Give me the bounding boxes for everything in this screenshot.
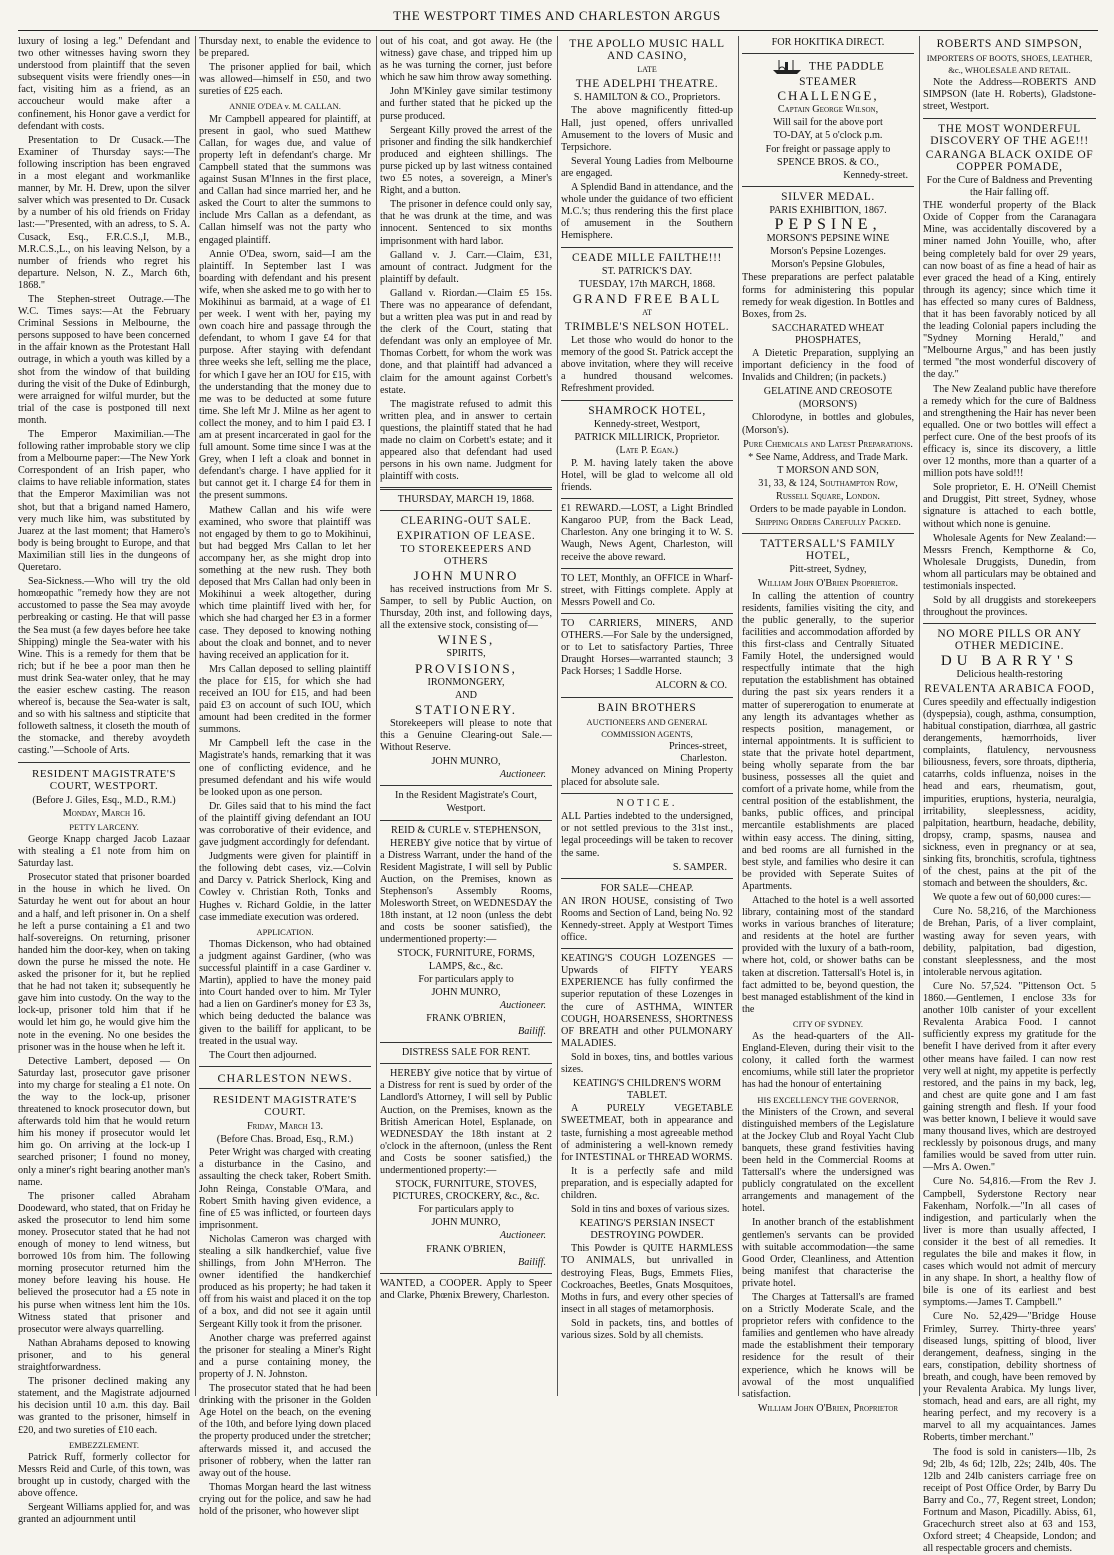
ad-text: Orders to be made payable in London. [742, 504, 914, 516]
article-paragraph: John M'Kinley gave similar testimony and further stated that he picked up the purse produced. [380, 86, 552, 122]
ad-title: TO STOREKEEPERS AND OTHERS [380, 544, 552, 568]
ad-subtitle: For the Cure of Baldness and Preventing the Hair falling off. [923, 175, 1096, 199]
article-paragraph: Patrick Ruff, formerly collector for Messrs Reid and Curle, of this town, was brought up in custody, charged with the above offence. [18, 1452, 190, 1500]
steamer-icon [772, 58, 802, 76]
court-note: In the Resident Magistrate's Court, [380, 790, 552, 802]
article-paragraph: Thursday next, to enable the evidence to be prepared. [199, 36, 371, 60]
divider [561, 247, 733, 248]
goods-line: AND [380, 690, 552, 702]
ad-title: TRIMBLE'S NELSON HOTEL. [561, 321, 733, 333]
column-4 [561, 36, 733, 1396]
court-before: (Before J. Giles, Esq., M.D., R.M.) [18, 795, 190, 807]
ad-text: We quote a few out of 60,000 cures:— [923, 892, 1096, 904]
ad-title: REVALENTA ARABICA FOOD, [923, 683, 1096, 695]
ad-text: Several Young Ladies from Melbourne are engaged. [561, 156, 733, 180]
ad-title: CEADE MILLE FAILTHE!!! [561, 252, 733, 264]
article-paragraph: Judgments were given for plaintiff in the following debt cases, viz.—Colvin and Darcy v. Patrick Sherlock, King and Cowley v. Christian Roth, Tonks and Hughes v. Richard Goldie, in the latter case immediate execution was ordered. [199, 851, 371, 924]
wanted-ad: WANTED, a COOPER. Apply to Speer and Clarke, Phœnix Brewery, Charleston. [380, 1278, 552, 1302]
masthead-rule [18, 30, 1098, 31]
ad-text: Attached to the hotel is a well assorted library, containing most of the standard works in various branches of literature; and residents at the hotel are further provided with the luxury of a bath-room, where hot, cold, or shower baths can be taken at discretion. Tattersall's Hotel is, in fact admitted to be, beyond question, the best managed establishment of the kind in the [742, 895, 914, 1016]
divider [380, 1273, 552, 1274]
ad-title: MORSON'S PEPSINE WINE [742, 233, 914, 245]
ad-title: NOTICE. [561, 798, 733, 810]
divider [18, 762, 190, 763]
signature: FRANK O'BRIEN, [380, 1013, 552, 1025]
notice-text: ALL Parties indebted to the undersigned, or not settled previous to the 31st inst., legal proceedings will be taken to recover the same. [561, 811, 733, 859]
ad-text: Note the Address—ROBERTS AND SIMPSON (late H. Roberts), Gladstone-street, Westport. [923, 77, 1096, 113]
signature-title: Auctioneer. [380, 1230, 546, 1242]
article-paragraph: Mr Campbell left the case in the Magistrate's hands, remarking that it was one of conflicting evidence, and he presumed defendant and his wife would be looked upon as one person. [199, 738, 371, 798]
signature-title: Bailiff. [380, 1026, 546, 1038]
divider [380, 487, 552, 490]
captain: Captain George Wilson, [742, 104, 914, 116]
shamrock-ad [561, 405, 733, 495]
article-paragraph: The prisoner declined making any statement, and the Magistrate adjourned his decision until 10 a.m. this day. Bail was granted to the prisoner, himself in £20, and two sureties of £10 each. [18, 1376, 190, 1436]
subheading: ANNIE O'DEA v. M. CALLAN. [199, 100, 371, 112]
article-paragraph: The prisoner applied for bail, which was allowed—himself in £50, and two sureties of £25 each. [199, 62, 371, 98]
ad-title: SHAMROCK HOTEL, [561, 405, 733, 417]
divider [561, 878, 733, 879]
ad-text: For particulars apply to [380, 1204, 552, 1216]
divider [923, 623, 1096, 624]
ad-address: Russell Square, London. [742, 491, 914, 503]
divider [561, 793, 733, 794]
ad-title: CLEARING-OUT SALE. [380, 515, 552, 527]
ad-text: As the head-quarters of the All-England-Eleven, during their visit to the colony, it called forth the warmest encomiums, while still later the proprietor has had the honour of entertaining [742, 1031, 914, 1091]
section-heading: RESIDENT MAGISTRATE'S COURT, WESTPORT. [18, 768, 190, 792]
article-paragraph: The Court then adjourned. [199, 1050, 371, 1062]
column-divider [376, 36, 377, 1396]
ad-text: For freight or passage apply to [742, 144, 914, 156]
ad-text: Sole proprietor, E. H. O'Neill Chemist and Druggist, Pitt street, Sydney, whose signature is attached to each bottle, without which none is genuine. [923, 482, 1096, 530]
divider [561, 948, 733, 949]
signature: ALCORN & CO. [561, 680, 727, 692]
signature: JOHN MUNRO, [380, 1217, 552, 1229]
goods-line: WINES, [380, 634, 552, 646]
divider [380, 820, 552, 821]
ad-title: KEATING'S CHILDREN'S WORM TABLET. [561, 1078, 733, 1102]
signature: T MORSON AND SON, [742, 465, 914, 477]
article-paragraph: Prosecutor stated that prisoner boarded in the house in which he lived. On Saturday he went out for about an hour and a half, and left prisoner in. On a shelf he left a purse containing a £1 and two half-sovereigns. On returning, prisoner handed him the door-key, when on taking down the purse he missed the note. He asked the prisoner for it, but he replied that he had not taken it; subsequently he gave him into custody. On the way to the lock-up, prisoner told him that if he would let him go, he would give him the note in the evening. No one besides the prisoner was in the house when he left it. [18, 872, 190, 1053]
keating-ad: Sold in tins and boxes of various sizes. [561, 1204, 733, 1216]
article-paragraph: The magistrate refused to admit this written plea, and in answer to certain questions, the plaintiff stated that he had made no claim on Corbett's estate; and it appeared also that defendant had used persons in his own name. Judgment for plaintiff with costs. [380, 399, 552, 484]
article-paragraph: The prisoner in defence could only say, that he was drunk at the time, and was innocent. Sentenced to six months imprisonment with hard labor. [380, 199, 552, 247]
keating-ad: It is a perfectly safe and mild preparation, and is especially adapted for children. [561, 1166, 733, 1202]
pepsine-ad [742, 191, 914, 529]
divider [561, 568, 733, 569]
divider [742, 186, 914, 187]
article-paragraph: The Stephen-street Outrage.—The W.C. Times says:—At the February Criminal Sessions in Melbourne, the persons supposed to have been concerned in the affair known as the Protestant Hall outrage, in which a youth was killed by a shot from the window of that building during the visit of the Duke of Edinburgh, were arraigned for wilful murder, but the trial of the case is postponed till next month. [18, 294, 190, 427]
article-paragraph: The prisoner called Abraham Doodeward, who stated, that on Friday he asked the prosecutor to lend him some money. Prosecutor stated that he had not enough of money to lend witness, but borrowed 10s from him. The following morning prosecutor returned him the money before leaving his house. He believed the prosecutor had a £5 note in his purse when witness lent him the 10s. Witness stated that prisoner and prosecutor were always quarrelling. [18, 1191, 190, 1336]
article-paragraph: Galland v. Riordan.—Claim £5 15s. There was no appearance of defendant, but a written plea was put in and read by the clerk of the Court, stating that defendant was only an employee of Mr. Thomas Corbett, for whom the work was done, and that plaintiff had advanced a claim for the amount against Corbett's estate. [380, 288, 552, 397]
ad-title: THE MOST WONDERFUL DISCOVERY OF THE AGE!!! [923, 123, 1096, 147]
ad-title: THE ADELPHI THEATRE. [561, 78, 733, 90]
signature: JOHN MUNRO, [380, 987, 552, 999]
article-paragraph: The prosecutor stated that he had been drinking with the prisoner in the Golden Age Hotel on the beach, on the evening of the 10th, and before lying down placed the property produced under the stretcher; afterwards missed it, and accused the prisoner of robbery, when the latter ran away out of the house. [199, 1383, 371, 1480]
article-paragraph: Mr Campbell appeared for plaintiff, at present in gaol, who sued Matthew Callan, for wages due, and value of property left in defendant's charge. Mr Campbell stated that the summons was against Susan M'Innes in the first place, and Callan had since married her, and he asked the Court to alter the summons to include Mrs Callan as a defendant, as Callan himself was not the party who engaged plaintiff. [199, 114, 371, 247]
article-paragraph: George Knapp charged Jacob Lazaar with stealing a £1 note from him on Saturday last. [18, 834, 190, 870]
st-patricks-ad [561, 252, 733, 396]
ad-title: THE APOLLO MUSIC HALL AND CASINO, [561, 38, 733, 62]
ad-text: For particulars apply to [380, 974, 552, 986]
ad-text: Cure No. 57,524. "Pittenson Oct. 5 1860.—Gentlemen, I enclose 33s for another 10lb canister of your excellent Revalenta Arabica Food. I cannot sufficiently express my gratitude for the benefit I have derived from it after every other means have failed. I can now rest very well at night, my appetite is perfectly restored, and the pains in my back, leg, and chest are quite gone and I am fast gaining strength and flesh. If your food was better known, I believe it would save many thousand lives, which are destroyed recklessly by poisonous drugs, and many families would be saved from utter ruin.—Mrs A. Owen." [923, 981, 1096, 1175]
ad-subtitle: ST. PATRICK'S DAY. [561, 266, 733, 278]
ad-title: GELATINE AND CREOSOTE [742, 386, 914, 398]
ad-text: Pure Chemicals and Latest Preparations. [742, 439, 914, 451]
column-6 [923, 36, 1096, 1396]
subheading: PETTY LARCENY. [18, 821, 190, 833]
ad-text: * See Name, Address, and Trade Mark. [742, 452, 914, 464]
subheading: EMBEZZLEMENT. [18, 1439, 190, 1451]
ad-title: DISTRESS SALE FOR RENT. [380, 1047, 552, 1059]
article-paragraph: Dr. Giles said that to his mind the fact of the plaintiff giving defendant an IOU was corroborative of their evidence, and gave judgment accordingly for defendant. [199, 801, 371, 849]
ad-text: The food is sold in canisters—1lb, 2s 9d; 2lb, 4s 6d; 12lb, 22s; 24lb, 40s. The 12lb and 24lb canisters carriage free on receipt of Post Office Order, by Barry Du Barry and Co., 77, Regent street, London; Fortnum and Mason, Picadilly. Abiss, 61, Gracechurch street also at 63 and 153, Oxford street; 4 Cheapside, London; and all respectable grocers and chemists. [923, 1447, 1096, 1555]
ad-text: TO-DAY, at 5 o'clock p.m. [742, 130, 914, 142]
ad-subtitle: CITY OF SYDNEY. [742, 1018, 914, 1030]
sale-items: STOCK, FURNITURE, FORMS, LAMPS, &c., &c. [380, 948, 552, 972]
keating-ad: This Powder is QUITE HARMLESS TO ANIMALS, but unrivalled in destroying Fleas, Bugs, Emmets Flies, Cockroaches, Beetles, Gnats Mosquitoes, Moths in furs, and every other species of insect in all stages of metamorphosis. [561, 1243, 733, 1316]
ad-title: GRAND FREE BALL [561, 293, 733, 305]
ad-title: FOR SALE—CHEAP. [561, 883, 733, 895]
signature: FRANK O'BRIEN, [380, 1244, 552, 1256]
signature-title: Auctioneer. [380, 1000, 546, 1012]
proprietor: PATRICK MILLIRICK, Proprietor. [561, 432, 733, 444]
proprietor: S. HAMILTON & CO., Proprietors. [561, 92, 733, 104]
masthead: THE WESTPORT TIMES AND CHARLESTON ARGUS [0, 8, 1114, 24]
ad-title: EXPIRATION OF LEASE. [380, 530, 552, 542]
signature: SPENCE BROS. & CO., [742, 157, 914, 169]
ad-text: In another branch of the establishment gentlemen's servants can be provided with suitable accommodation—the same Good Order, Cleanliness, and Attention being manifest that characterise the private hotel. [742, 1217, 914, 1290]
column-3 [380, 36, 552, 1396]
carriers-ad: TO CARRIERS, MINERS, AND OTHERS.—For Sale by the undersigned, or to Let to satisfactory Parties, Three Draught Horses—warranted staunch; 3 Pack Horses; 1 Saddle Horse. [561, 618, 733, 678]
divider [561, 498, 733, 499]
ad-subtitle: AT [561, 307, 733, 319]
ad-subtitle: HIS EXCELLENCY THE GOVERNOR, [742, 1094, 914, 1106]
ad-subtitle: LATE [561, 64, 733, 76]
ad-subtitle: (Late P. Egan.) [561, 445, 733, 457]
ad-text: A Dietetic Preparation, supplying an important deficiency in the food of Invalids and Children; (in packets.) [742, 348, 914, 384]
ad-text: Chlorodyne, in bottles and globules, (Morson's). [742, 412, 914, 436]
signature-title: Bailiff. [380, 1257, 546, 1269]
ad-text: A Splendid Band in attendance, and the whole under the guidance of two efficient M.C.'s; thus rendering this the first place of amusement in the Southern Hemisphere. [561, 182, 733, 242]
keating-ad: Sold in packets, tins, and bottles of various sizes. Sold by all chemists. [561, 1318, 733, 1342]
column-1 [18, 36, 190, 1396]
ad-date: TUESDAY, 17th MARCH, 1868. [561, 279, 733, 291]
signature: S. SAMPER. [561, 862, 727, 874]
article-paragraph: Sergeant Williams applied for, and was granted an adjournment until [18, 1502, 190, 1526]
court-before: (Before Chas. Broad, Esq., R.M.) [199, 1134, 371, 1146]
clearing-sale-ad [380, 515, 552, 781]
proprietor: William John O'Brien Proprietor. [742, 578, 914, 590]
column-2 [199, 36, 371, 1396]
ad-title: KEATING'S PERSIAN INSECT DESTROYING POWDER. [561, 1218, 733, 1242]
ad-text: In calling the attention of country residents, families visiting the city, and the public generally, to the superior facilities and accommodation afforded by this first-class and Centrally Situated Family Hotel, the undersigned would respectfully intimate that the high reputation the establishment has obtained during the past six years renders it a matter of supererogation to enumerate at any length its advantages whether as respects position, management, or internal appointments. It is sufficient to state that the private hotel department, being wholly separate from the bar business, possesses all the quiet and comfort of a private home, while from the central position of the establishment, the banks, public offices, and principal mercantile establishments are placed within easy access. The dining, sitting, and bed rooms are all furnished in the best style, and families who desire it can be provided with Seperate Suites of Apartments. [742, 591, 914, 893]
ad-text: Morson's Pepsine Lozenges. [742, 246, 914, 258]
ad-title: ROBERTS AND SIMPSON, [923, 38, 1096, 50]
article-paragraph: luxury of losing a leg." Defendant and two other witnesses having sworn they understood from plaintiff that the seven subsequent visits were friendly ones—in fact, visiting him as a friend, as an accoucheur would make after a confinement, his Honor gave a verdict for defendant with costs. [18, 36, 190, 133]
keating-ad: Sold in boxes, tins, and bottles various sizes. [561, 1052, 733, 1076]
reward-ad: £1 REWARD.—LOST, a Light Brindled Kangaroo PUP, from the Back Lead, Charleston. Any one bringing it to W. S. Waugh, News Agent, Charleston, will receive the above reward. [561, 503, 733, 563]
article-paragraph: Sea-Sickness.—Who will try the old homœopathic "remedy how they are not accustomed to passe the Sea may avoyde perbreaking or casting. He that will passe the Sea must (a few dayes before hee take Shipping) mingle the Sea-water with his Wine. This is a remedy for them that be rich; but if he bee a poor man then he must drink Sea-water onley, that he may the easier eschew casting. The reason whereof is, because the Sea-water is salt, and so with his saltness and stipticite that followeth saltness, it closeth the mouth of the stomacke, and thereby avoydeth casting."—Schoole of Arts. [18, 576, 190, 757]
keating-ad: KEATING'S COUGH LOZENGES —Upwards of FIFTY YEARS EXPERIENCE has fully confirmed the superior reputation of these Lozenges in the cure of ASTHMA, WINTER COUGH, HOARSENESS, SHORTNESS OF BREATH and other PULMONARY MALADIES. [561, 953, 733, 1050]
ad-title: BAIN BROTHERS [561, 702, 733, 714]
article-paragraph: Mrs Callan deposed to selling plaintiff the place for £15, for which she had received an IOU for £15, and had been paid £3 on account of such IOU, which amount had been credited in the former summons. [199, 664, 371, 737]
ad-title: SILVER MEDAL. [742, 191, 914, 203]
article-paragraph: Another charge was preferred against the prisoner for stealing a Miner's Right and a purse containing money, the property of J. N. Johnston. [199, 1333, 371, 1381]
article-paragraph: Galland v. J. Carr.—Claim, £31, amount of contract. Judgment for the plaintiff by default. [380, 250, 552, 286]
ad-text: Cure No. 58,216, of the Marchioness de Brehan, Paris, of a liver complaint, wasting away for seven years, with debility, palpitation, bad digestion, constant sleeplessness, and the most intolerable nervous agitation. [923, 906, 1096, 979]
ad-text: Morson's Pepsine Globules, [742, 259, 914, 271]
ad-text: The Charges at Tattersall's are framed on a Strictly Moderate Scale, and the proprietor refers with confidence to the families and gentlemen who have already made the establishment their temporary residence for the result of their experience, which he knows will be avowal of the most unqualified satisfaction. [742, 1292, 914, 1401]
notice-text: HEREBY give notice that by virtue of a Distress Warrant, under the hand of the Resident Magistrate, I will sell by Public Auction, on the Premises, known as Stephenson's Assembly Rooms, Molesworth Street, on WEDNESDAY the 18th instant, at 12 noon (unless the debt and costs be sooner satisfied), the undermentioned property:— [380, 838, 552, 947]
ad-subtitle: IMPORTERS OF BOOTS, SHOES, LEATHER, &c., WHOLESALE AND RETAIL. [923, 52, 1096, 76]
court-date: Friday, March 13. [199, 1121, 371, 1133]
article-paragraph: The Emperor Maximilian.—The following rather improbable story we clip from a Melbourne paper:—The New York Correspondent of an Irish paper, who claims to have reliable information, states that the Emperor Maximilian was not shot, but that a brigand named Hamero, very much like him, was substituted by Juarez at the last moment; that Hamero's body is being brought to Europe, and that Maximilian still lies in the dungeons of Queretaro. [18, 429, 190, 574]
goods-line: SPIRITS, [380, 648, 552, 660]
ad-text: has received instructions from Mr S. Samper, to sell by Public Auction, on Thursday, 20th inst, and following days, all the extensive stock, consisting of— [380, 584, 552, 632]
ad-subtitle: AUCTIONEERS AND GENERAL COMMISSION AGENTS, [561, 716, 733, 740]
ad-address: Kennedy-street, Westport, [561, 419, 733, 431]
column-divider [738, 36, 739, 1396]
signature: William John O'Brien, Proprietor [742, 1403, 914, 1415]
dateline: THURSDAY, MARCH 19, 1868. [380, 494, 552, 506]
article-paragraph: Annie O'Dea, sworn, said—I am the plaintiff. In September last I was boarding with defendant and his present wife, when she asked me to go with her to Mokihinui as barmaid, at a wage of £1 per week. I went with her, paying my own coach hire and passage through the defendant, to whom I gave £4 for that purpose. After staying with defendant three weeks she left, selling me the place, for which I gave her an IOU for £15, with the understanding that the money due to me was to be deducted at some future time. She left Mr J. Milne as her agent to collect the money, and to him I paid £3. I am at present incarcerated in gaol for the full amount. Some time since I was at the Grey, when I left a cloak and bonnet in defendant's charge. I have applied for it but cannot get it. I charge £4 for them in the present summons. [199, 249, 371, 503]
court-place: Westport. [380, 803, 552, 815]
tattersall-ad [742, 538, 914, 1415]
subheading: APPLICATION. [199, 926, 371, 938]
article-paragraph: Mathew Callan and his wife were examined, who swore that plaintiff was not engaged by them to go to Mokihinui, but had begged Mrs Callan to let her accompany her, as she might drop into something at the new rush. They both deposed that Mrs Callan had only been in Mokihinui a week altogether, during which time plaintiff lived with her, for which she had charged her £3 in a former case. They deposed to knowing nothing about the cloak and bonnet, and to never having received an application for it. [199, 505, 371, 662]
divider [561, 697, 733, 698]
ad-text: Storekeepers will please to note that this a Genuine Clearing-out Sale.—Without Reserve. [380, 718, 552, 754]
divider [199, 1066, 371, 1067]
ad-title: SACCHARATED WHEAT PHOSPHATES, [742, 323, 914, 347]
ad-title: THE PADDLE STEAMER [799, 61, 884, 88]
ad-text: Cures speedily and effectually indigestion (dyspepsia), cough, asthma, consumption, habitual constipation, diarrhœa, all gastric derangements, hæmorrhoids, liver complaints, flatulency, nervousness biliousness, fevers, sore throats, diptheria, catarrhs, colds influenza, noises in the head and ears, rheumatism, gout, impurities, eruptions, hysteria, neuralgia, irritability, sleeplessness, acidity, palpitation, heartburn, headache, debility, dropsy, cramp, spasms, nausea and sickness, even in pregnancy or at sea, sinking fits, bronchitis, scrofula, tightness of the chest, pains at the pit of the stomach and between the shoulders, &c. [923, 697, 1096, 891]
notice-text: HEREBY give notice that by virtue of a Distress for rent is sued by order of the Landlord's Attorney, I will sell by Public Auction, on the Premises, known as the British American Hotel, Esplanade, on WEDNESDAY the 18th instant at 2 o'clock in the afternoon, (unless the Rent and Costs be sooner satisfied,) the undermentioned property:— [380, 1068, 552, 1177]
article-paragraph: Peter Wright was charged with creating a disturbance in the Casino, and assaulting the check taker, Robert Smith. John Reinga, Constable O'Mara, and Robert Smith having given evidence, a fine of £5 was inflicted, or fourteen days imprisonment. [199, 1147, 371, 1232]
court-date: Monday, March 16. [18, 808, 190, 820]
ad-text: Shipping Orders Carefully Packed. [742, 517, 914, 529]
ad-text: These preparations are perfect palatable forms for administering this popular remedy for weak digestion. In Bottles and Boxes, from 2s. [742, 272, 914, 320]
column-divider [557, 36, 558, 1396]
ad-text: Wholesale Agents for New Zealand:—Messrs French, Kempthorne & Co, Wholesale Druggists, Dunedin, from whom all particulars may be obtained and testimonials inspected. [923, 533, 1096, 593]
ad-text: Will sail for the above port [742, 117, 914, 129]
article-paragraph: Thomas Morgan heard the last witness crying out for the police, and saw he had hold of the prisoner, who however slipt [199, 1482, 371, 1518]
signature-title: Auctioneer. [380, 769, 546, 781]
divider [561, 400, 733, 401]
article-paragraph: Nicholas Cameron was charged with stealing a silk handkerchief, value five shillings, from John M'Herron. The owner identified the handkerchief produced as his property; he had taken it off from his waist and placed it on the top of a box, and did not see it again until Sergeant Killy took it from the prisoner. [199, 1234, 371, 1331]
divider [742, 53, 914, 54]
divider [380, 1042, 552, 1043]
ad-text: P. M. having lately taken the above Hotel, will be glad to welcome all old friends. [561, 458, 733, 494]
article-paragraph: Nathan Abrahams deposed to knowing prisoner, and to his general straightforwardness. [18, 1338, 190, 1374]
ad-subtitle: Delicious health-restoring [923, 669, 1096, 681]
column-divider [919, 36, 920, 1396]
sale-items: STOCK, FURNITURE, STOVES, PICTURES, CROCKERY, &c., &c. [380, 1179, 552, 1203]
auctioneer-name: JOHN MUNRO [380, 570, 552, 582]
ship-name: CHALLENGE, [742, 90, 914, 102]
apollo-ad [561, 38, 733, 243]
ad-address: Charleston. [561, 753, 727, 765]
divider [742, 533, 914, 534]
article-paragraph: out of his coat, and got away. He (the witness) gave chase, and tripped him up as he was turning the corner, just before which he saw him throw away something. [380, 36, 552, 84]
divider [380, 510, 552, 511]
ad-text: Sold by all druggists and storekeepers throughout the provinces. [923, 595, 1096, 619]
ad-title: CARANGA BLACK OXIDE OF COPPER POMADE, [923, 149, 1096, 173]
ad-address: Princes-street, [561, 741, 727, 753]
column-divider [195, 36, 196, 1396]
column-5 [742, 36, 914, 1396]
signature: JOHN MUNRO, [380, 756, 552, 768]
ad-text: Cure No. 52,429—"Bridge House Frimley, Surrey. Thirty-three years' diseased lungs, spitting of blood, liver derangement, deafness, singing in the ears, constipation, debility shortness of breath, and cough, have been removed by your Revalenta Arabica. My lungs liver, stomach, head and ears, are all right, my hearing perfect, and my recovery is a marvel to all my acquaintances. James Roberts, timber merchant." [923, 1311, 1096, 1444]
ad-address: Pitt-street, Sydney, [742, 564, 914, 576]
pomade-ad [923, 123, 1096, 620]
ad-address: Kennedy-street. [742, 170, 908, 182]
ad-title: PEPSINE, [742, 219, 914, 231]
ad-text: Let those who would do honor to the memory of the good St. Patrick accept the above invitation, where they will receive a hundred thousand welcomes. Refreshment provided. [561, 335, 733, 395]
goods-line: STATIONERY. [380, 704, 552, 716]
ad-title: FOR HOKITIKA DIRECT. [742, 37, 914, 49]
roberts-ad [923, 38, 1096, 114]
goods-line: IRONMONGERY, [380, 677, 552, 689]
ad-address: 31, 33, & 124, Southampton Row, [742, 478, 914, 490]
ad-title: NO MORE PILLS OR ANY OTHER MEDICINE. [923, 628, 1096, 652]
goods-line: PROVISIONS, [380, 663, 552, 675]
article-paragraph: Sergeant Killy proved the arrest of the prisoner and finding the silk handkerchief produced and eighteen shillings. The purse picked up by last witness contained two £5 notes, a sovereign, a Miner's Right, and a button. [380, 125, 552, 198]
article-paragraph: Detective Lambert, deposed — On Saturday last, prosecutor gave prisoner into my charge for stealing a £1 note. On the way to the lock-up, prisoner threatened to knock prosecutor down, but afterwards told him that he would return him his money if prosecutor would let him go. On arriving at the lock-up I searched prisoner; I found no money, only a miner's right bearing another man's name. [18, 1056, 190, 1189]
ad-text: THE wonderful property of the Black Oxide of Copper from the Caranagara Mine, was accidentally discovered by a miner named John Youille, who, after being completely bald for over 29 years, can now boast of as fine a head of hair as ever graced the head of a King, entirely through its agency; since which time it has effected so many cures of Baldness, that it has been favorably noticed by all the leading Colonial papers including the "Sydney Morning Herald," and "Melbourne Argus," and has been justly termed "the most wonderful discovery of the day." [923, 200, 1096, 381]
ad-text: Money advanced on Mining Property placed for absolute sale. [561, 765, 733, 789]
steamer-ad [742, 37, 914, 182]
divider [923, 118, 1096, 119]
article-paragraph: Presentation to Dr Cusack.—The Examiner of Thursday says:—The following inscription has been engraved in a most elegant and workmanlike manner, by Mr. H. Drew, upon the silver salver which was presented to Dr. Cusack by a number of his old friends on Friday last:—"Presented, with an adress, to S. A. Cusack, Esq., F.R.C.S.,I, M.B., M.R.C.S.,L., on his leaving Nelson, by a number of friends who regret his departure. Nelson, N. Z., March 6th, 1868." [18, 135, 190, 292]
ad-text: The above magnificently fitted-up Hall, just opened, offers unrivalled Amusement to the lovers of Music and Terpsichore. [561, 105, 733, 153]
case-title: REID & CURLE v. STEPHENSON, [380, 825, 552, 837]
iron-house-ad: AN IRON HOUSE, consisting of Two Rooms and Section of Land, being No. 92 Kennedy-street. Apply at Westport Times office. [561, 896, 733, 944]
ad-title: DU BARRY'S [923, 655, 1096, 667]
article-paragraph: Thomas Dickenson, who had obtained a judgment against Gardiner, (who was successful plaintiff in a case Gardiner v. Martin), applied to have the money paid into Court handed over to him. Mr Tyler had a lien on Gardiner's money for £3 3s, which being deducted the balance was given to the bailiff for applicant, to be treated in the usual way. [199, 939, 371, 1048]
section-heading: RESIDENT MAGISTRATE'S COURT. [199, 1094, 371, 1118]
revalenta-ad [923, 628, 1096, 1555]
bain-ad [561, 702, 733, 790]
section-heading: CHARLESTON NEWS. [199, 1072, 371, 1084]
ad-text: The New Zealand public have therefore a remedy which for the cure of Baldness and strengthening the Hair has never been equalled. One or two bottles will effect a perfect cure. One of the best proofs of its efficacy is, since its discovery, a little over 12 months, more than a quarter of a million pots have sold!!! [923, 384, 1096, 481]
divider [199, 1088, 371, 1089]
divider [380, 785, 552, 786]
ad-title: TATTERSALL'S FAMILY HOTEL, [742, 538, 914, 562]
keating-ad: A PURELY VEGETABLE SWEETMEAT, both in appearance and taste, furnishing a most agreeable method of administering a well-known remedy for INTESTINAL or THREAD WORMS. [561, 1103, 733, 1163]
divider [380, 1063, 552, 1064]
ad-subtitle: (MORSON'S) [742, 399, 914, 411]
ad-text: the Ministers of the Crown, and several distinguished members of the Legislature at the Jockey Club and Royal Yacht Club banquets, these grand festivities having been held in the Commercial Rooms at Tattersall's where the undersigned was publicly congratulated on the excellent arrangements and management of the hotel. [742, 1107, 914, 1216]
divider [561, 613, 733, 614]
ad-subtitle: PARIS EXHIBITION, 1867. [742, 205, 914, 217]
to-let-ad: TO LET, Monthly, an OFFICE in Wharf-street, with Fittings complete. Apply at Messrs Powell and Co. [561, 573, 733, 609]
ad-text: Cure No. 54,816.—From the Rev J. Campbell, Syderstone Rectory near Fakenham, Norfolk.—"In all cases of indigestion, and particularly when the liver is more than usually affected, I consider it the best of all remedies. It regulates the bile and makes it flow, in cases which would not admit of mercury in any shape. In short, a healthy flow of bile is one of its earliest and best symptoms.—James T. Campbell." [923, 1176, 1096, 1309]
